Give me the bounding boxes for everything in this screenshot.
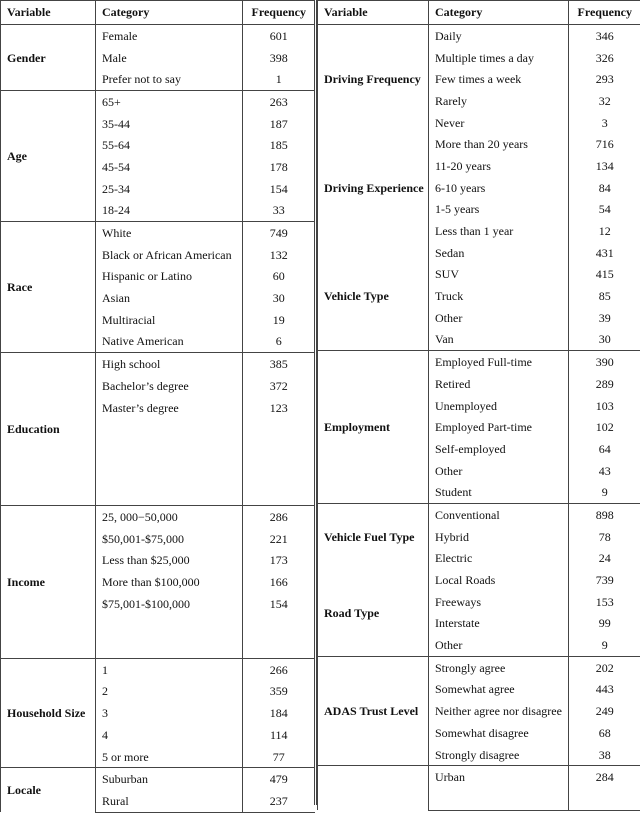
frequency-cell: 123 [243,397,315,419]
variable-cell: Driving Experience [318,133,429,241]
frequency-cell: 187 [243,113,315,135]
frequency-cell: 99 [569,613,640,635]
frequency-cell: 359 [243,681,315,703]
table-row [318,766,640,788]
category-cell: Multiple times a day [429,47,569,69]
frequency-cell: 372 [243,375,315,397]
category-cell: 65+ [96,91,243,113]
variable-cell: Income [1,506,96,659]
category-cell: Other [429,634,569,656]
category-cell: 1 [96,658,243,680]
frequency-cell: 716 [569,133,640,155]
header-frequency: Frequency [243,1,315,25]
frequency-cell: 103 [569,395,640,417]
category-cell: Less than $25,000 [96,550,243,572]
category-cell: Prefer not to say [96,68,243,90]
category-cell: Urban [429,766,569,788]
category-cell: 3 [96,702,243,724]
table-row [1,658,315,680]
category-cell: Truck [429,285,569,307]
header-row [318,1,640,25]
category-cell: Somewhat agree [429,679,569,701]
frequency-cell: 346 [569,25,640,47]
frequency-cell: 38 [569,744,640,766]
category-cell [96,462,243,484]
frequency-cell: 19 [243,309,315,331]
category-cell [96,615,243,637]
category-cell: Rarely [429,90,569,112]
table-row [1,25,315,47]
category-cell: 55-64 [96,134,243,156]
frequency-cell: 6 [243,331,315,353]
category-cell: Black or African American [96,244,243,266]
header-variable: Variable [318,1,429,25]
frequency-cell: 293 [569,68,640,90]
category-cell [96,418,243,440]
variable-cell: Driving Frequency [318,25,429,134]
frequency-cell: 385 [243,353,315,375]
variable-cell: Vehicle Type [318,242,429,351]
category-cell: Suburban [96,768,243,790]
frequency-cell [569,788,640,810]
category-cell: Electric [429,548,569,570]
frequency-cell: 12 [569,220,640,242]
frequency-cell: 479 [243,768,315,790]
frequency-cell: 78 [569,526,640,548]
category-cell: Other [429,460,569,482]
category-cell: More than $100,000 [96,571,243,593]
category-cell: Employed Part-time [429,416,569,438]
variable-cell: Employment [318,351,429,504]
category-cell: Master’s degree [96,397,243,419]
variable-cell: Age [1,91,96,222]
category-cell: Conventional [429,504,569,526]
frequency-cell: 284 [569,766,640,788]
variable-cell: Vehicle Fuel Type [318,504,429,570]
table-left [0,0,315,813]
category-cell [96,483,243,505]
frequency-cell: 173 [243,550,315,572]
frequency-cell: 443 [569,679,640,701]
table-row [318,656,640,678]
header-category: Category [429,1,569,25]
frequency-cell: 415 [569,264,640,286]
category-cell: Daily [429,25,569,47]
frequency-cell: 77 [243,746,315,768]
table-row [318,569,640,591]
category-cell: 2 [96,681,243,703]
frequency-cell: 1 [243,68,315,90]
frequency-cell [243,462,315,484]
header-category: Category [96,1,243,25]
category-cell: Interstate [429,613,569,635]
category-cell: Sedan [429,242,569,264]
category-cell: 25-34 [96,178,243,200]
category-cell: 4 [96,724,243,746]
category-cell: Rural [96,790,243,812]
table-row [1,91,315,113]
frequency-cell: 178 [243,156,315,178]
frequency-cell: 263 [243,91,315,113]
frequency-cell: 85 [569,285,640,307]
frequency-cell [243,440,315,462]
header-row [1,1,315,25]
frequency-cell: 398 [243,47,315,69]
category-cell: $50,001-$75,000 [96,528,243,550]
category-cell: Strongly agree [429,656,569,678]
table-row [318,504,640,526]
frequency-cell: 237 [243,790,315,812]
category-cell: 5 or more [96,746,243,768]
table-row [1,353,315,375]
category-cell: Van [429,329,569,351]
frequency-cell: 154 [243,178,315,200]
category-cell: Unemployed [429,395,569,417]
frequency-cell [243,615,315,637]
frequency-cell: 102 [569,416,640,438]
table-row [318,351,640,373]
table-row [1,768,315,790]
header-frequency: Frequency [569,1,640,25]
variable-cell [318,766,429,810]
frequency-cell: 185 [243,134,315,156]
category-cell: 35-44 [96,113,243,135]
category-cell [96,636,243,658]
frequency-cell: 739 [569,569,640,591]
frequency-cell: 898 [569,504,640,526]
frequency-cell: 24 [569,548,640,570]
frequency-cell: 9 [569,634,640,656]
category-cell: Student [429,481,569,503]
frequency-cell: 84 [569,177,640,199]
variable-cell: Gender [1,25,96,91]
category-cell [429,788,569,810]
category-cell: Native American [96,331,243,353]
category-cell: White [96,222,243,244]
frequency-cell: 9 [569,481,640,503]
category-cell: Bachelor’s degree [96,375,243,397]
category-cell: Few times a week [429,68,569,90]
frequency-cell: 390 [569,351,640,373]
frequency-cell: 32 [569,90,640,112]
table-row [1,222,315,244]
frequency-cell: 749 [243,222,315,244]
table-row [318,133,640,155]
frequency-cell: 30 [243,287,315,309]
frequency-cell [243,483,315,505]
frequency-cell: 33 [243,200,315,222]
frequency-cell: 134 [569,155,640,177]
category-cell: Never [429,112,569,134]
category-cell [96,440,243,462]
category-cell: Retired [429,373,569,395]
frequency-cell [243,418,315,440]
variable-cell: Race [1,222,96,353]
category-cell: Female [96,25,243,47]
frequency-cell [243,636,315,658]
category-cell: $75,001-$100,000 [96,593,243,615]
category-cell: Self-employed [429,438,569,460]
category-cell: Freeways [429,591,569,613]
variable-cell: ADAS Trust Level [318,656,429,765]
table-row [318,242,640,264]
category-cell: Employed Full-time [429,351,569,373]
category-cell: Less than 1 year [429,220,569,242]
category-cell: 18-24 [96,200,243,222]
frequency-cell: 153 [569,591,640,613]
category-cell: High school [96,353,243,375]
variable-cell: Locale [1,768,96,812]
category-cell: Other [429,307,569,329]
category-cell: Hybrid [429,526,569,548]
frequency-cell: 601 [243,25,315,47]
frequency-cell: 54 [569,199,640,221]
variable-cell: Road Type [318,569,429,656]
frequency-cell: 286 [243,506,315,528]
frequency-cell: 60 [243,266,315,288]
variable-cell: Education [1,353,96,506]
frequency-cell: 3 [569,112,640,134]
frequency-cell: 166 [243,571,315,593]
variable-cell: Household Size [1,658,96,767]
category-cell: Strongly disagree [429,744,569,766]
category-cell: Hispanic or Latino [96,266,243,288]
frequency-cell: 431 [569,242,640,264]
frequency-cell: 68 [569,722,640,744]
frequency-cell: 266 [243,658,315,680]
category-cell: Somewhat disagree [429,722,569,744]
category-cell: 11-20 years [429,155,569,177]
frequency-cell: 64 [569,438,640,460]
category-cell: 6-10 years [429,177,569,199]
frequency-cell: 132 [243,244,315,266]
table-row [1,506,315,528]
frequency-cell: 326 [569,47,640,69]
frequency-cell: 289 [569,373,640,395]
category-cell: Male [96,47,243,69]
category-cell: 25, 000−50,000 [96,506,243,528]
category-cell: Multiracial [96,309,243,331]
category-cell: Asian [96,287,243,309]
category-cell: SUV [429,264,569,286]
header-variable: Variable [1,1,96,25]
frequency-cell: 114 [243,724,315,746]
frequency-cell: 249 [569,700,640,722]
category-cell: Local Roads [429,569,569,591]
frequency-cell: 221 [243,528,315,550]
table-right [317,0,640,811]
table-row [318,25,640,47]
category-cell: Neither agree nor disagree [429,700,569,722]
category-cell: 1-5 years [429,199,569,221]
frequency-cell: 39 [569,307,640,329]
frequency-cell: 202 [569,656,640,678]
frequency-cell: 30 [569,329,640,351]
frequency-cell: 43 [569,460,640,482]
category-cell: 45-54 [96,156,243,178]
frequency-cell: 184 [243,702,315,724]
frequency-cell: 154 [243,593,315,615]
category-cell: More than 20 years [429,133,569,155]
